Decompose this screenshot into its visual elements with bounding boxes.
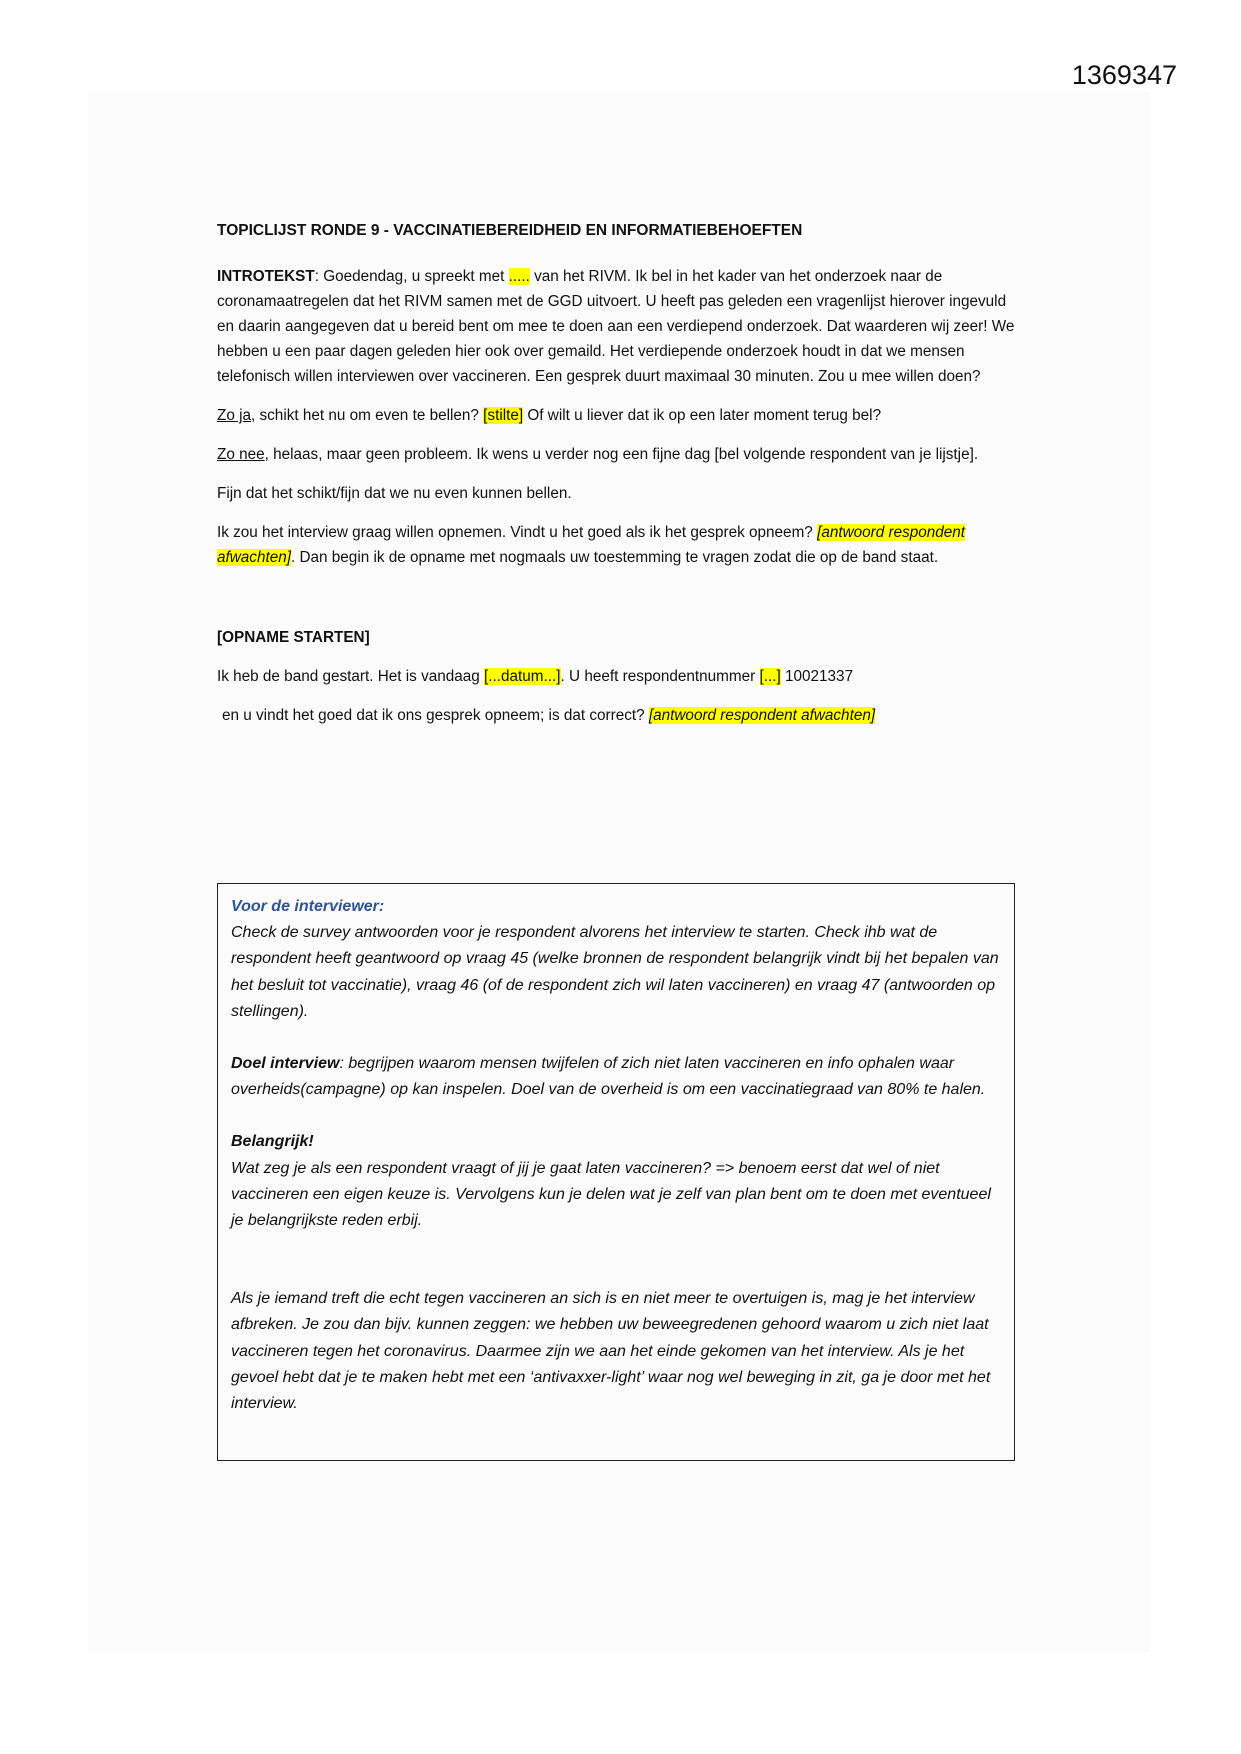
zoja-text-2: Of wilt u liever dat ik op een later moment terug bel?: [523, 407, 882, 424]
datum-placeholder: [...datum...]: [484, 668, 561, 685]
doel-label: Doel interview: [231, 1055, 340, 1073]
belangrijk-label: Belangrijk!: [231, 1133, 314, 1151]
document-body: [217, 218, 1017, 742]
note-spacer: [231, 1103, 1002, 1129]
fijn-paragraph: Fijn dat het schikt/fijn dat we nu even kunnen bellen.: [217, 485, 572, 502]
zoja-label: Zo ja: [217, 407, 252, 424]
note-paragraph-vraag: Wat zeg je als een respondent vraagt of jij je gaat laten vaccineren? => benoem eerst dat wel of niet vaccineren een eigen keuze is. Vervolgens kun je delen wat je zelf van plan bent om te doen met eventueel je belangrijkste reden erbij.: [231, 1159, 991, 1230]
note-heading: Voor de interviewer:: [231, 898, 385, 915]
intro-label: INTROTEKST: [217, 268, 315, 285]
intro-paragraph: [217, 264, 1017, 389]
intro-text-2: van het RIVM. Ik bel in het kader van het onderzoek naar de coronamaatregelen dat het RIVM samen met de GGD uitvoert. U heeft pas geleden een vragenlijst hierover ingevuld en daarin aangegeven dat u bereid bent om mee te doen aan een verdiepend onderzoek. Dat waarderen wij zeer! We hebben u een paar dagen geleden hier ook over gemaild. Het verdiepende onderzoek houdt in dat we mensen telefonisch willen interviewen over vaccineren. Een gesprek duurt maximaal 30 minuten. Zou u mee willen doen?: [217, 268, 1015, 385]
name-placeholder: .....: [508, 268, 530, 285]
respondent-number: 10021337: [780, 668, 854, 685]
opname-starten-heading: [OPNAME STARTEN]: [217, 629, 370, 646]
opnemen-text-2: . Dan begin ik de opname met nogmaals uw toestemming te vragen zodat die op de band staat.: [290, 549, 939, 566]
zoja-text-1: , schikt het nu om even te bellen?: [251, 407, 484, 424]
answer-placeholder-2: [antwoord respondent afwachten]: [648, 707, 876, 724]
intro-text-1: : Goedendag, u spreekt met: [314, 268, 509, 285]
note-spacer: [231, 1234, 1002, 1286]
answer-placeholder: [antwoord respondent afwachten]: [217, 524, 966, 566]
note-paragraph-doel: [231, 1051, 1002, 1103]
band-text-2: . U heeft respondentnummer: [560, 668, 760, 685]
correct-text: en u vindt het goed dat ik ons gesprek opneem; is dat correct?: [222, 707, 649, 724]
opnemen-paragraph: [217, 520, 1017, 570]
zonee-paragraph: [217, 442, 1017, 467]
page-title: TOPICLIJST RONDE 9 - VACCINATIEBEREIDHEID EN INFORMATIEBEHOEFTEN: [217, 222, 803, 239]
interviewer-note-box: [217, 883, 1015, 1461]
note-paragraph-afbreken: Als je iemand treft die echt tegen vaccineren an sich is en niet meer te overtuigen is, mag je het interview afbreken. Je zou dan bijv. kunnen zeggen: we hebben uw beweegredenen gehoord waarom u zich niet laat vaccineren tegen het coronavirus. Daarmee zijn we aan het einde gekomen van het interview. Als je het gevoel hebt dat je te maken hebt met een ‘antivaxxer-light’ waar nog wel beweging in zit, ga je door met het interview.: [231, 1290, 991, 1413]
zoja-paragraph: [217, 403, 1017, 428]
band-text-1: Ik heb de band gestart. Het is vandaag: [217, 668, 485, 685]
correct-paragraph: [217, 703, 1017, 728]
respondent-nr-placeholder: [...]: [759, 668, 781, 685]
doel-text: : begrijpen waarom mensen twijfelen of zich niet laten vaccineren en info ophalen waar overheids(campagne) op kan inspelen. Doel van de overheid is om een vaccinatiegraad van 80% te halen.: [231, 1055, 986, 1099]
note-paragraph-check: Check de survey antwoorden voor je respondent alvorens het interview te starten. Check ihb wat de respondent heeft geantwoord op vraag 45 (welke bronnen de respondent belangrijk vindt bij het bepalen van het besluit tot vaccinatie), vraag 46 (of de respondent zich wil laten vaccineren) en vraag 47 (antwoorden op stellingen).: [231, 924, 999, 1020]
note-spacer: [231, 1025, 1002, 1051]
zonee-label: Zo nee: [217, 446, 265, 463]
opnemen-text-1: Ik zou het interview graag willen opnemen. Vindt u het goed als ik het gesprek opneem?: [217, 524, 818, 541]
stilte-marker: [stilte]: [483, 407, 524, 424]
zonee-text: , helaas, maar geen probleem. Ik wens u verder nog een fijne dag [bel volgende respondent van je lijstje].: [264, 446, 979, 463]
band-paragraph: [217, 664, 1017, 689]
document-number: 1369347: [1071, 60, 1177, 90]
